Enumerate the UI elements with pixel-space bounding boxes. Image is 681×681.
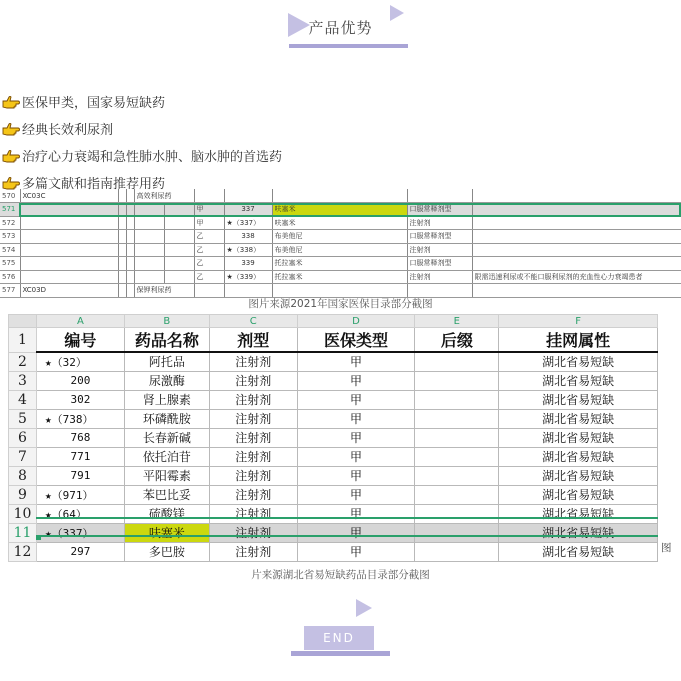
table-row — [9, 409, 658, 428]
cell-code: ★（971） — [36, 485, 124, 504]
pointing-hand-icon — [2, 176, 20, 190]
row-number: 10 — [9, 504, 37, 523]
cell-code: 297 — [36, 542, 124, 561]
cell-suffix — [415, 542, 499, 561]
cell-name: 依托泊苷 — [124, 447, 209, 466]
insurance-catalog-table — [0, 189, 681, 298]
column-header: 医保类型 — [297, 328, 415, 353]
table-row: 575 乙 339 托拉塞米 口服常释剂型 — [0, 257, 681, 271]
cell-type: 甲 — [297, 542, 415, 561]
column-letter: B — [124, 315, 209, 328]
cell-suffix — [415, 485, 499, 504]
cell-type: 甲 — [297, 504, 415, 523]
table-row — [9, 390, 658, 409]
cell-attr: 湖北省易短缺 — [499, 428, 658, 447]
column-header: 挂网属性 — [499, 328, 658, 353]
header-row — [9, 328, 658, 353]
cell-type: 甲 — [297, 428, 415, 447]
column-header: 后缀 — [415, 328, 499, 353]
cell-attr: 湖北省易短缺 — [499, 390, 658, 409]
table-row-selected: 571 甲 337 呋塞米 口服常释剂型 — [0, 203, 681, 217]
advantage-text: 治疗心力衰竭和急性肺水肿、脑水肿的首选药 — [22, 150, 283, 165]
cell-code: 791 — [36, 466, 124, 485]
advantage-item — [2, 88, 402, 115]
table-row: 577 XC03D 保钾利尿药 — [0, 284, 681, 298]
figure-caption: 片来源湖北省易短缺药品目录部分截图 — [251, 569, 430, 581]
pointing-hand-icon — [2, 149, 20, 163]
column-letter: E — [415, 315, 499, 328]
cell-form: 注射剂 — [209, 409, 297, 428]
section-banner — [0, 0, 681, 52]
cell-type: 甲 — [297, 409, 415, 428]
row-number: 8 — [9, 466, 37, 485]
table-row — [9, 542, 658, 561]
column-header: 编号 — [36, 328, 124, 353]
cell-attr: 湖北省易短缺 — [499, 504, 658, 523]
advantage-item — [2, 142, 402, 169]
column-letter: D — [297, 315, 415, 328]
cell-form: 注射剂 — [209, 371, 297, 390]
cell-name: 长春新碱 — [124, 428, 209, 447]
column-letter: F — [499, 315, 658, 328]
cell-type: 甲 — [297, 466, 415, 485]
cell-type: 甲 — [297, 447, 415, 466]
selection-handle — [36, 535, 41, 540]
cell-suffix — [415, 447, 499, 466]
cell-suffix — [415, 466, 499, 485]
caption-fragment: 图 — [661, 542, 672, 554]
pointing-hand-icon — [2, 122, 20, 136]
end-badge: END — [304, 626, 374, 650]
advantage-text: 医保甲类，国家易短缺药 — [22, 96, 166, 111]
table-row — [9, 447, 658, 466]
table-row: 572 甲 ★（337） 呋塞米 注射剂 — [0, 216, 681, 230]
insurance-catalog-screenshot — [0, 189, 681, 295]
cell-suffix — [415, 352, 499, 371]
cell-name: 平阳霉素 — [124, 466, 209, 485]
cell-type: 甲 — [297, 352, 415, 371]
cell-suffix — [415, 371, 499, 390]
cell-attr: 湖北省易短缺 — [499, 447, 658, 466]
cell-attr: 湖北省易短缺 — [499, 542, 658, 561]
figure-caption: 图片来源2021年国家医保目录部分截图 — [248, 298, 433, 310]
cell-name: 环磷酰胺 — [124, 409, 209, 428]
shortage-list-screenshot — [8, 314, 658, 560]
cell-attr: 湖北省易短缺 — [499, 523, 658, 542]
cell-suffix — [415, 504, 499, 523]
advantage-text: 经典长效利尿剂 — [22, 123, 114, 138]
pointing-hand-icon — [2, 95, 20, 109]
cell-name: 呋塞米 — [124, 523, 209, 542]
column-letter: A — [36, 315, 124, 328]
cell-type: 甲 — [297, 390, 415, 409]
sheet-corner — [9, 315, 37, 328]
cell-name: 苯巴比妥 — [124, 485, 209, 504]
cell-code: ★（32） — [36, 352, 124, 371]
table-row — [9, 466, 658, 485]
table-row: 574 乙 ★（338） 布美他尼 注射剂 — [0, 243, 681, 257]
table-row — [9, 428, 658, 447]
row-number: 9 — [9, 485, 37, 504]
cell-form: 注射剂 — [209, 466, 297, 485]
cell-suffix — [415, 428, 499, 447]
cell-form: 注射剂 — [209, 504, 297, 523]
section-title: 产品优势 — [308, 19, 373, 37]
row-number: 4 — [9, 390, 37, 409]
cell-code: 200 — [36, 371, 124, 390]
row-number: 5 — [9, 409, 37, 428]
row-number: 11 — [9, 523, 37, 542]
cell-code: ★（738） — [36, 409, 124, 428]
table-row — [9, 371, 658, 390]
cell-code: ★（64） — [36, 504, 124, 523]
cell-attr: 湖北省易短缺 — [499, 409, 658, 428]
row-number: 3 — [9, 371, 37, 390]
cell-code: 302 — [36, 390, 124, 409]
advantage-text: 多篇文献和指南推荐用药 — [22, 177, 166, 192]
cell-suffix — [415, 390, 499, 409]
row-number: 1 — [9, 328, 37, 353]
table-row: 576 乙 ★（339） 托拉塞米 注射剂 限需迅速利尿或不能口服利尿剂的充血性心力衰竭患者 — [0, 270, 681, 284]
table-row — [9, 485, 658, 504]
column-header: 药品名称 — [124, 328, 209, 353]
cell-attr: 湖北省易短缺 — [499, 352, 658, 371]
end-triangle — [356, 599, 372, 617]
cell-type: 甲 — [297, 523, 415, 542]
cell-form: 注射剂 — [209, 523, 297, 542]
cell-name: 多巴胺 — [124, 542, 209, 561]
cell-name: 阿托品 — [124, 352, 209, 371]
sheet-body — [9, 352, 658, 561]
column-header: 剂型 — [209, 328, 297, 353]
advantage-list — [2, 88, 402, 196]
cell-suffix — [415, 409, 499, 428]
table-row — [9, 352, 658, 371]
cell-name: 肾上腺素 — [124, 390, 209, 409]
banner-underline — [289, 44, 408, 48]
end-underline — [291, 651, 390, 656]
table-row: 570 XC03C 高效利尿药 — [0, 189, 681, 203]
cell-attr: 湖北省易短缺 — [499, 485, 658, 504]
table-row — [9, 504, 658, 523]
cell-attr: 湖北省易短缺 — [499, 466, 658, 485]
row-number: 2 — [9, 352, 37, 371]
cell-type: 甲 — [297, 485, 415, 504]
cell-form: 注射剂 — [209, 542, 297, 561]
cell-form: 注射剂 — [209, 447, 297, 466]
cell-form: 注射剂 — [209, 485, 297, 504]
column-letter-row — [9, 315, 658, 328]
row-number: 6 — [9, 428, 37, 447]
cell-code: 768 — [36, 428, 124, 447]
cell-type: 甲 — [297, 371, 415, 390]
cell-code: ★（337） — [36, 523, 124, 542]
cell-form: 注射剂 — [209, 390, 297, 409]
table-row: 573 乙 338 布美他尼 口服常释剂型 — [0, 230, 681, 244]
row-number: 7 — [9, 447, 37, 466]
highlighted-drug-cell: 呋塞米 — [272, 203, 407, 217]
advantage-item — [2, 115, 402, 142]
cell-suffix — [415, 523, 499, 542]
cell-form: 注射剂 — [209, 428, 297, 447]
cell-name: 尿激酶 — [124, 371, 209, 390]
cell-form: 注射剂 — [209, 352, 297, 371]
row-number: 12 — [9, 542, 37, 561]
shortage-list-table — [8, 314, 658, 562]
table-row-selected — [9, 523, 658, 542]
column-letter: C — [209, 315, 297, 328]
cell-name: 硫酸镁 — [124, 504, 209, 523]
cell-attr: 湖北省易短缺 — [499, 371, 658, 390]
cell-code: 771 — [36, 447, 124, 466]
